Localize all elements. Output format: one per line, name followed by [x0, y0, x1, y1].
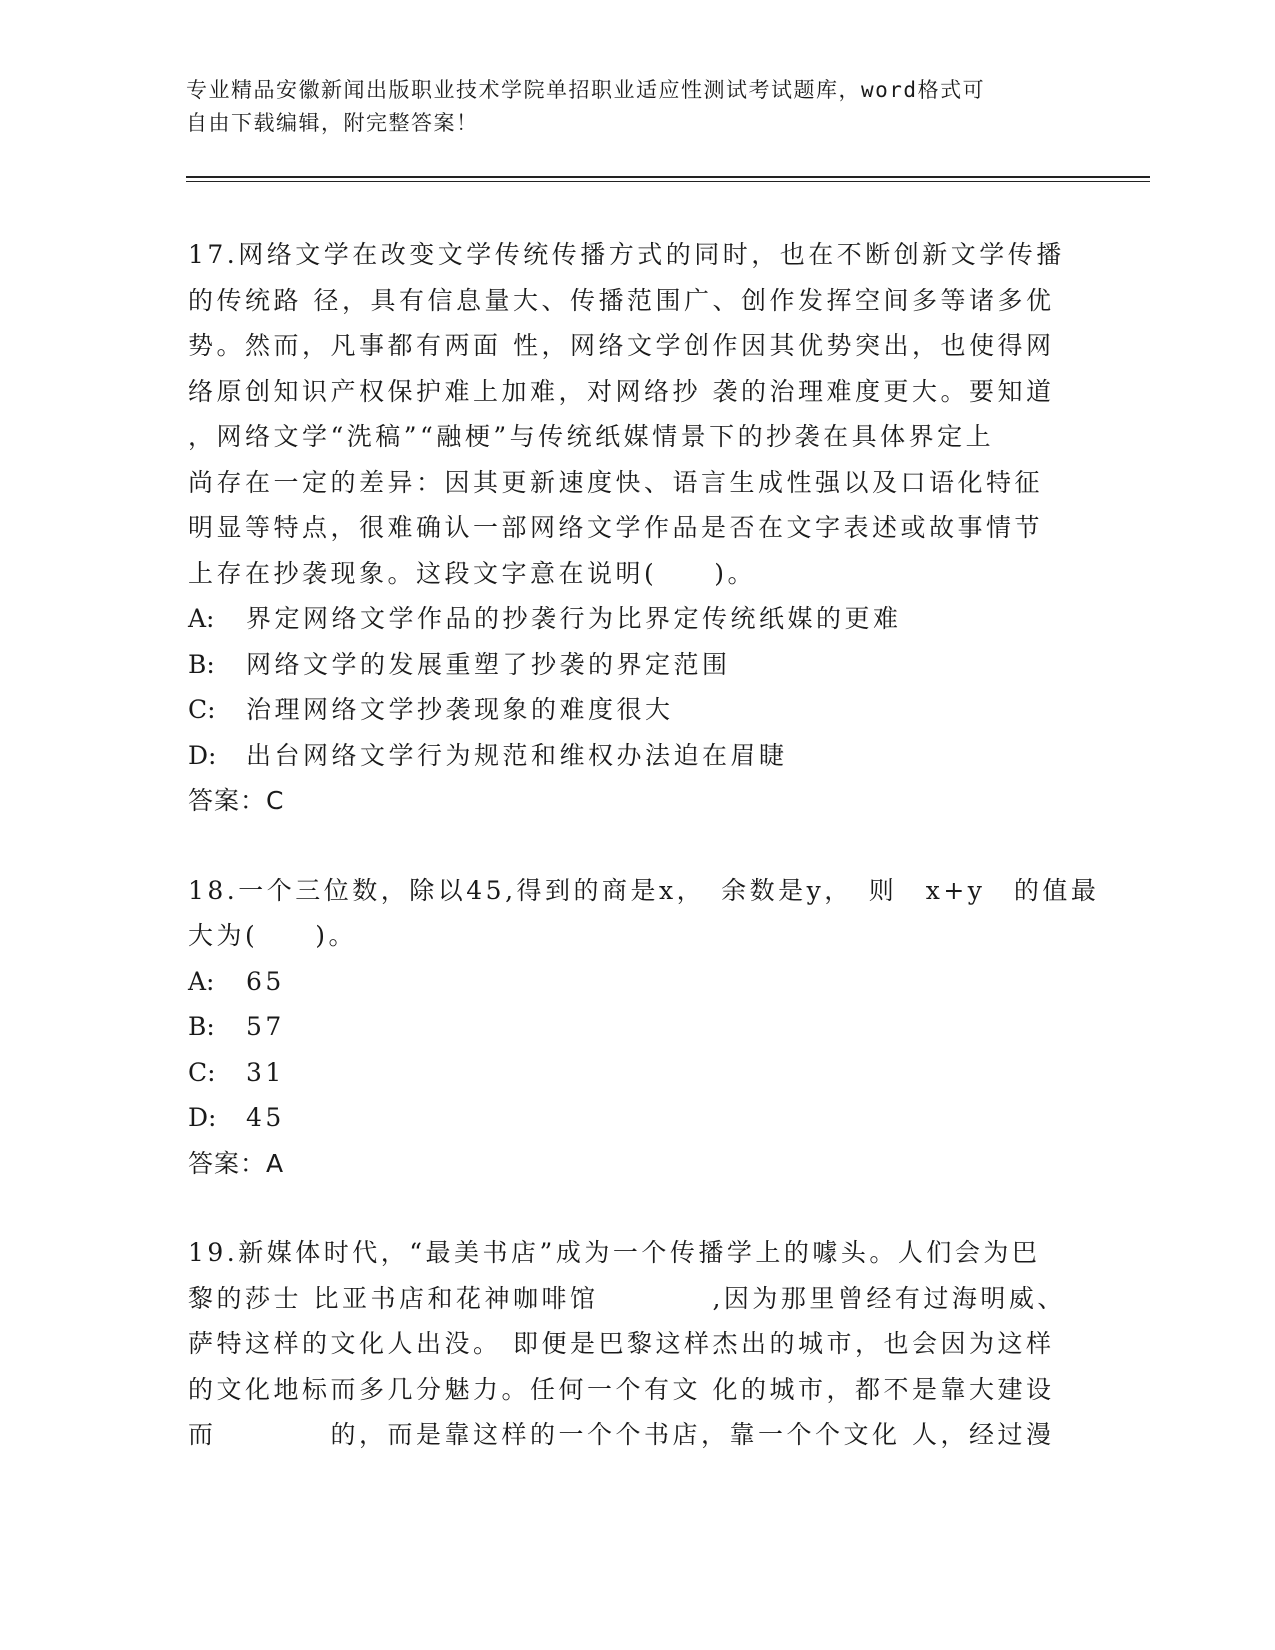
option-b — [188, 1004, 1068, 1050]
spacer — [188, 1186, 1068, 1230]
question-text-line: 的文化地标而多几分魅力。任何一个有文 化的城市，都不是靠大建设 — [188, 1374, 1055, 1404]
answer-line: 答案：C — [188, 786, 285, 815]
header-divider-thin — [186, 181, 1150, 182]
option-text: 57 — [246, 1012, 285, 1041]
option-text: 治理网络文学抄袭现象的难度很大 — [246, 695, 674, 724]
option-text: 出台网络文学行为规范和维权办法迫在眉睫 — [246, 740, 788, 770]
option-c — [188, 687, 1068, 733]
header-line-2: 自由下载编辑，附完整答案！ — [186, 111, 479, 135]
option-text: 45 — [246, 1103, 285, 1132]
question-text-line: 络原创知识产权保护难上加难，对网络抄 袭的治理难度更大。要知道 — [188, 376, 1055, 406]
question-19 — [188, 1230, 1068, 1458]
question-text-line: 尚存在一定的差异：因其更新速度快、语言生成性强以及口语化特征 — [188, 467, 1044, 497]
question-text-line: 的传统路 径，具有信息量大、传播范围广、创作发挥空间多等诸多优 — [188, 285, 1055, 315]
question-18 — [188, 868, 1100, 1187]
option-letter: C: — [188, 695, 216, 724]
option-a — [188, 959, 1068, 1005]
question-text-line: 17.网络文学在改变文学传统传播方式的同时，也在不断创新文学传播 — [188, 240, 1065, 269]
answer-line: 答案：A — [188, 1148, 285, 1178]
question-list — [188, 232, 1100, 1458]
question-text-line: 而 的，而是靠这样的一个个书店，靠一个个文化 人，经过漫 — [188, 1420, 1055, 1449]
header-divider — [186, 176, 1150, 178]
question-text-line: 明显等特点，很难确认一部网络文学作品是否在文字表述或故事情节 — [188, 513, 1044, 542]
option-d — [188, 1095, 1068, 1141]
question-text-line: 上存在抄袭现象。这段文字意在说明( )。 — [188, 558, 757, 588]
option-letter: A: — [188, 604, 215, 633]
option-letter: B: — [188, 649, 215, 679]
question-text-line: 18.一个三位数，除以45,得到的商是x， 余数是y， 则 x+y 的值最 — [188, 875, 1100, 905]
option-letter: C: — [188, 1057, 216, 1087]
document-header — [186, 74, 1066, 140]
question-text-line: 势。然而，凡事都有两面 性，网络文学创作因其优势突出，也使得网 — [188, 331, 1055, 360]
question-text-line: ，网络文学“洗稿”“融梗”与传统纸媒情景下的抄袭在具体界定上 — [188, 422, 995, 451]
question-text-line: 大为( )。 — [188, 921, 358, 950]
option-letter: D: — [188, 1103, 217, 1132]
option-a — [188, 596, 1068, 642]
option-letter: A: — [188, 966, 215, 996]
header-line-1: 专业精品安徽新闻出版职业技术学院单招职业适应性测试考试题库，word格式可 — [186, 78, 986, 102]
question-text-line: 黎的莎士 比亚书店和花神咖啡馆 ,因为那里曾经有过海明威、 — [188, 1283, 1066, 1313]
option-b — [188, 642, 1068, 688]
option-letter: D: — [188, 740, 217, 770]
question-17 — [188, 232, 1068, 824]
option-text: 31 — [246, 1057, 285, 1087]
option-text: 网络文学的发展重塑了抄袭的界定范围 — [246, 649, 731, 679]
option-d — [188, 733, 1068, 779]
option-c — [188, 1050, 1068, 1096]
question-text-line: 19.新媒体时代，“最美书店”成为一个传播学上的噱头。人们会为巴 — [188, 1238, 1041, 1267]
option-letter: B: — [188, 1012, 215, 1041]
option-text: 65 — [246, 966, 285, 996]
option-text: 界定网络文学作品的抄袭行为比界定传统纸媒的更难 — [246, 604, 902, 633]
spacer — [188, 824, 1068, 868]
question-text-line: 萨特这样的文化人出没。 即便是巴黎这样杰出的城市，也会因为这样 — [188, 1329, 1055, 1358]
